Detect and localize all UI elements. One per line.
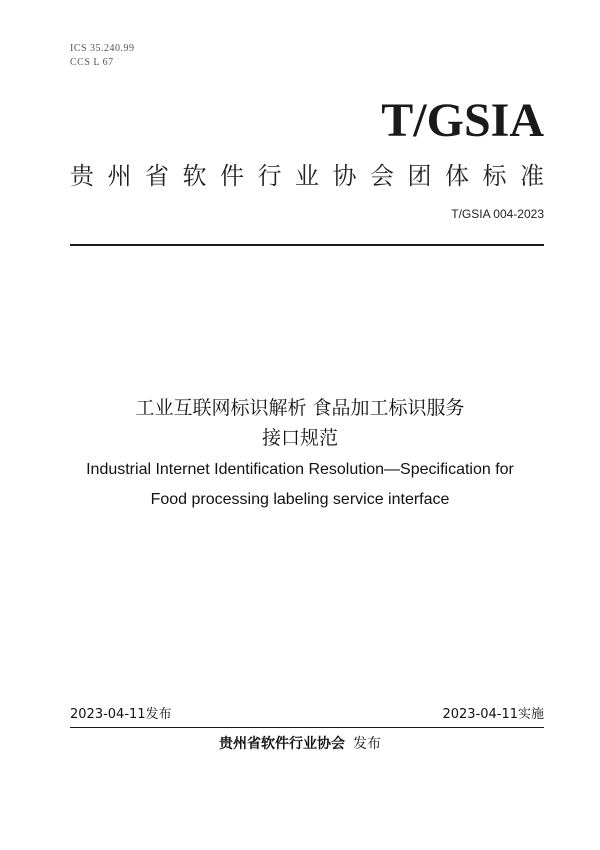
title-chinese-line-1: 工业互联网标识解析 食品加工标识服务 [135,397,465,419]
standard-number: T/GSIA 004-2023 [451,207,544,221]
title-chinese-line-2: 接口规范 [261,427,338,449]
publisher-org: 贵州省软件行业协会 [219,736,345,752]
brand-logo-text: T/GSIA [381,94,544,147]
org-title-char: 州 [107,162,132,190]
org-title-char: 行 [257,162,282,190]
effective-date: 2023-04-11实施 [442,707,544,722]
org-title-char: 软 [182,162,207,190]
header-divider [70,244,544,246]
organization-standard-title [70,160,544,192]
classification-codes [70,42,135,70]
org-title-char: 省 [145,162,169,190]
org-title-char: 协 [332,162,357,190]
org-title-char: 标 [482,162,507,190]
org-title-char: 会 [370,162,394,190]
org-title-char: 件 [220,162,244,190]
org-title-char: 体 [445,162,469,190]
publisher-line [0,734,600,754]
ccs-code: CCS L 67 [70,57,114,68]
publish-date: 2023-04-11发布 [70,707,172,722]
title-english-line-2: Food processing labeling service interface [150,491,450,508]
org-title-char: 团 [407,162,432,190]
title-english-line-1: Industrial Internet Identification Resolution—Specification for [86,461,514,478]
document-title-block [40,393,560,515]
footer-divider [70,727,544,728]
date-row [70,706,544,724]
org-title-char: 业 [295,162,319,190]
org-title-char: 准 [520,162,544,190]
ics-code: ICS 35.240.99 [70,43,135,54]
publisher-suffix: 发布 [353,736,381,752]
org-title-char: 贵 [70,162,94,190]
